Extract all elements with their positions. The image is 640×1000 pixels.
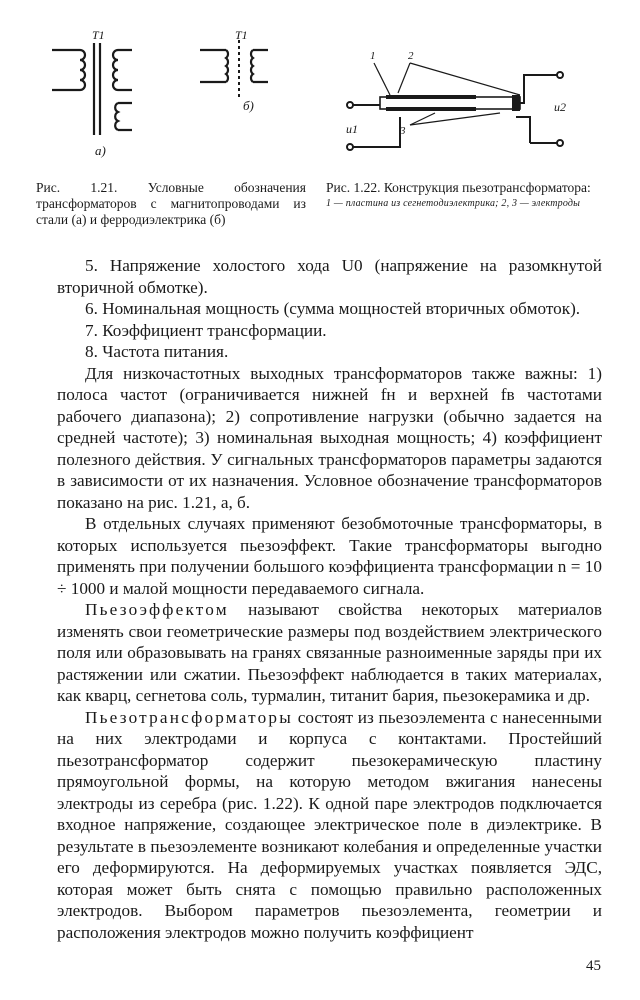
list-item-5: 5. Напряжение холостого хода U0 (напряжение на разомкнутой вторичной обмотке). <box>57 256 602 297</box>
paragraph-1: Для низкочастотных выходных трансформаторов также важны: 1) полоса частот (ограничивается нижней fн и верхней fв частотами рабочего диапазона); 2) сопротивление нагрузки (обычно задается на средней частоте); 3) номинальная выходная мощность; 4) коэффициент полезного действия. У сигнальных трансформаторов параметры задаются в зависимости от их назначения. Условное обозначение трансформаторов показано на рис. 1.21, а, б. <box>57 363 602 512</box>
paragraph-3 <box>57 599 602 707</box>
paragraph-4 <box>57 707 602 944</box>
caption-122-sub: 1 — пластина из сегнетодиэлектрика; 2, 3 — электроды <box>326 198 581 209</box>
paragraph-3-rest: называют свойства некоторых материалов изменять свои геометрические размеры под воздействием электрического поля или образовывать на гранях связанные разноименные заряды при их растяжении или сжатии. Пьезоэффект наблюдается в таких материалах, как кварц, сегнетова соль, турмалин, титанит бария, пьезокерамика и др. <box>57 600 602 705</box>
label-b: б) <box>243 98 254 113</box>
list-item-6: 6. Номинальная мощность (сумма мощностей вторичных обмоток). <box>85 299 581 318</box>
label-2: 2 <box>408 50 414 62</box>
caption-fig-1-22 <box>326 180 594 212</box>
term-piezotransformers: Пьезотрансформаторы <box>85 707 293 727</box>
caption-122-main: Рис. 1.22. Конструкция пьезотрансформатора: <box>326 180 591 195</box>
figure-1-21 <box>40 25 280 160</box>
term-piezoeffect: Пьезоэффектом <box>85 600 229 619</box>
paragraph-4-rest: состоят из пьезоэлемента с нанесенными на них электродами и корпуса с контактами. Простейший пьезотрансформатор содержит пьезокерамическую пластину прямоугольной формы, на которую методом вжигания нанесены электроды из серебра (рис. 1.22). К одной паре электродов подключается входное напряжение, создающее электрическое поле в диэлектрике. В результате в пьезоэлементе возникают колебания и определенные участки его деформируются. На деформируемых участках появляется ЭДС, которая может быть снята с помощью правильно расположенных электродов. Выбором параметров пьезоэлемента, геометрии и расположения электродов можно получить коэффициент <box>57 707 602 942</box>
label-a: а) <box>95 143 106 158</box>
list-item-7: 7. Коэффициент трансформации. <box>85 320 327 340</box>
label-3: 3 <box>400 125 406 137</box>
paragraph-2: В отдельных случаях применяют безобмоточные трансформаторы, в которых используется пьезоэффект. Такие трансформаторы выгодно применять при получении большого коэффициента трансформации n = 10 ÷ 1000 и малой мощности передаваемого сигнала. <box>57 514 602 598</box>
label-u1: u1 <box>346 122 358 136</box>
transformer-symbols-diagram <box>40 25 280 160</box>
label-t1-a: T1 <box>92 28 105 42</box>
label-t1-b: T1 <box>235 28 248 42</box>
label-1: 1 <box>370 50 376 62</box>
body-text <box>57 255 602 943</box>
list-item-8: 8. Частота питания. <box>85 342 229 361</box>
caption-121-text: Рис. 1.21. Условные обозначения трансформаторов с магнитопроводами из стали (а) и ферродиэлектрика (б) <box>36 180 306 227</box>
label-u2: u2 <box>554 100 566 114</box>
piezo-transformer-diagram <box>340 45 580 160</box>
caption-fig-1-21 <box>36 180 306 228</box>
page-number: 45 <box>586 958 601 974</box>
figure-1-22 <box>340 45 580 160</box>
